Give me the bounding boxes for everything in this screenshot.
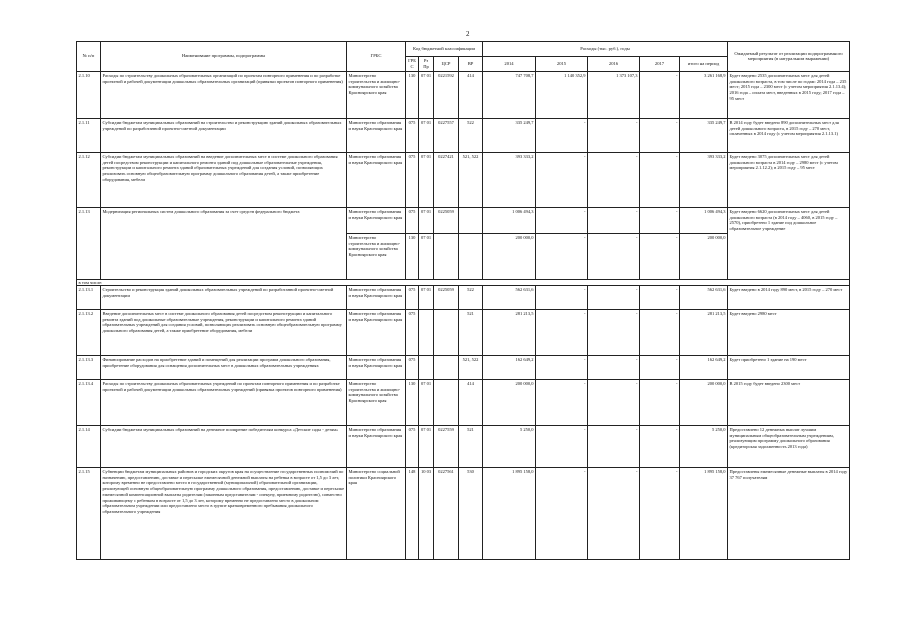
row-2017: - <box>640 118 680 152</box>
row-csr: 0227559 <box>434 425 459 467</box>
col-rzpr-header: Рз Пр <box>419 57 434 72</box>
row-rzpr: 07 01 <box>419 285 434 309</box>
row-2015: - <box>536 309 588 355</box>
row-code: 075 <box>406 309 419 355</box>
row-result: Будет введено в 2014 году 890 мест, в 2015 году – 270 мест <box>728 285 850 309</box>
row-2017: - <box>640 207 680 233</box>
row-grbs: Министерство образования и науки Красноярского края <box>347 207 406 233</box>
row-grbs: Министерство социальной политики Красноярского края <box>347 467 406 559</box>
row-total: 200 000,0 <box>680 233 728 279</box>
row-2016: - <box>588 152 640 207</box>
row-rzpr: 07 01 <box>419 379 434 425</box>
row-grbs: Министерство образования и науки Красноярского края <box>347 425 406 467</box>
row-total: 393 333,2 <box>680 152 728 207</box>
row-code: 075 <box>406 285 419 309</box>
row-2017: - <box>640 285 680 309</box>
row-name: Субсидии бюджетам муниципальных образований на введение дополнительных мест в системе дошкольного образования детей посредством реконструкции и капитального ремонта зданий под дошкольные образовательные учреждения, реконструкции и капитального ремонта зданий образовательных учреждений для создания условий, позволяющих реализовать основную общеобразовательную программу дошкольного образования детей, а также приобретение оборудования, мебели <box>101 152 347 207</box>
col-2015-header: 2015 <box>536 57 588 72</box>
row-result: Будет приобретено 1 здание на 190 мест <box>728 355 850 379</box>
table-row <box>77 467 850 559</box>
row-csr <box>434 379 459 425</box>
row-csr <box>434 233 459 279</box>
table-row <box>77 71 850 118</box>
row-total: 200 000,0 <box>680 379 728 425</box>
row-2016: - <box>588 233 640 279</box>
row-2016: - <box>588 309 640 355</box>
row-grbs: Министерство образования и науки Красноярского края <box>347 355 406 379</box>
row-vr: 521 <box>459 425 483 467</box>
table-row <box>77 379 850 425</box>
row-code: 130 <box>406 71 419 118</box>
row-2016: - <box>588 207 640 233</box>
row-2016: - <box>588 285 640 309</box>
row-rzpr: 07 01 <box>419 152 434 207</box>
row-total: 162 649,2 <box>680 355 728 379</box>
row-num: 2.1.13.3 <box>77 355 101 379</box>
row-total: 3 261 168,9 <box>680 71 728 118</box>
row-num: 2.1.13.4 <box>77 379 101 425</box>
row-2015: - <box>536 355 588 379</box>
row-name: Субсидии бюджетам муниципальных образований на денежное поощрение победителям конкурса «Детские сады - детям» <box>101 425 347 467</box>
row-num: 2.1.10 <box>77 71 101 118</box>
row-csr: 0227421 <box>434 152 459 207</box>
row-2016: - <box>588 425 640 467</box>
row-num: 2.1.13.1 <box>77 285 101 309</box>
row-2015: - <box>536 467 588 559</box>
row-code: 075 <box>406 425 419 467</box>
col-name-header: Наименование программы, подпрограммы <box>101 42 347 72</box>
row-2016: - <box>588 467 640 559</box>
row-result: Будет введено 2980 мест <box>728 309 850 355</box>
in-that-number-label: в том числе: <box>77 279 850 285</box>
col-total-header: итого на период <box>680 57 728 72</box>
row-num: 2.1.14 <box>77 425 101 467</box>
row-name: Субвенции бюджетам муниципальных районов и городских округов края на осуществление государственных полномочий по назначению, предоставлению, доставке и пересылке ежемесячной денежной выплаты на ребенка в возрасте от 1,5 до 3 лет, которому временно не предоставлено место в государственной (муниципальной) образовательной организации, реализующей основную общеобразовательную программу дошкольного образования, предоставлению, доставке и пересылке ежемесячной компенсационной выплаты родителям (законным представителям - опекуну, приемному родителю), совместно проживающему с ребенком в возрасте от 1,5 до 3 лет, которому временно не предоставлено место в дошкольном образовательном учреждении или предоставлено место в группе кратковременного пребывания дошкольного образовательного учреждения <box>101 467 347 559</box>
row-num: 2.1.13 <box>77 207 101 279</box>
row-code: 075 <box>406 152 419 207</box>
row-name: Строительство и реконструкция зданий дошкольных образовательных учреждений по разработанной проектно-сметной документации <box>101 285 347 309</box>
row-name: Субсидии бюджетам муниципальных образований на строительство и реконструкцию зданий дошкольных образовательных учреждений по разработанной проектно-сметной документации <box>101 118 347 152</box>
row-name: Расходы по строительству дошкольных образовательных организаций по проектам повторного применения и по разработке проектной и рабочей документации дошкольных образовательных организаций (привязки проектов повторного применения) <box>101 71 347 118</box>
row-2014: 5 250,0 <box>483 425 536 467</box>
table-row <box>77 152 850 207</box>
row-2016: - <box>588 118 640 152</box>
row-2014: 562 631,6 <box>483 285 536 309</box>
row-2014: 200 000,0 <box>483 379 536 425</box>
row-2015: - <box>536 118 588 152</box>
table-row <box>77 309 850 355</box>
row-2017: - <box>640 467 680 559</box>
row-grbs: Министерство образования и науки Красноярского края <box>347 152 406 207</box>
row-rzpr: 07 01 <box>419 233 434 279</box>
row-result: Будет введено 2535 дополнительных мест для детей дошкольного возраста, в том числе по годам: 2014 года – 235 мест; 2015 года – 2300 мест (с учетом мероприятия 2.1.13.4); 2016 года – оплата мест, введенных в 2015 году; 2017 года – 95 мест <box>728 71 850 118</box>
row-code: 075 <box>406 207 419 233</box>
col-grbs-header: ГРБС <box>347 42 406 72</box>
row-code: 075 <box>406 118 419 152</box>
row-2015: - <box>536 207 588 233</box>
row-code: 130 <box>406 233 419 279</box>
row-rzpr: 07 01 <box>419 207 434 233</box>
table-row <box>77 285 850 309</box>
row-name: Модернизация региональных систем дошкольного образования за счет средств федерального бюджета <box>101 207 347 279</box>
row-vr: 522 <box>459 118 483 152</box>
row-grbs: Министерство образования и науки Красноярского края <box>347 309 406 355</box>
row-result: В 2015 году будет введено 2300 мест <box>728 379 850 425</box>
row-2017: - <box>640 233 680 279</box>
row-csr: 0227557 <box>434 118 459 152</box>
row-total: 1 895 158,0 <box>680 467 728 559</box>
row-vr: 521, 522 <box>459 355 483 379</box>
col-csr-header: ЦСР <box>434 57 459 72</box>
row-2014: 200 000,0 <box>483 233 536 279</box>
row-2014: 1 006 494,3 <box>483 207 536 233</box>
row-name: Введение дополнительных мест в системе дошкольного образования детей посредством реконструкции и капитального ремонта зданий под дошкольные образовательные учреждения, реконструкции и капитального ремонта зданий образовательных учреждений для создания условий, позволяющих реализовать основную общеобразовательную программу дошкольного образования детей, а также приобретение оборудования, мебели <box>101 309 347 355</box>
row-num: 2.1.12 <box>77 152 101 207</box>
row-result: Будет введено 6620 дополнительных мест для детей дошкольного возраста (в 2014 году – 4060, в 2015 году – 2570), приобретено 1 здание под дошкольное образовательное учреждение <box>728 207 850 279</box>
row-vr: 414 <box>459 379 483 425</box>
row-2016: - <box>588 355 640 379</box>
row-2017: - <box>640 425 680 467</box>
row-vr <box>459 233 483 279</box>
row-2017: - <box>640 379 680 425</box>
row-2014: 281 213,5 <box>483 309 536 355</box>
table-row <box>77 207 850 233</box>
row-total: 281 213,5 <box>680 309 728 355</box>
page-number: 2 <box>466 30 470 38</box>
row-csr <box>434 309 459 355</box>
row-2014: 1 895 158,0 <box>483 467 536 559</box>
row-2015: 1 140 352,9 <box>536 71 588 118</box>
row-csr: 0227561 <box>434 467 459 559</box>
row-2017: - <box>640 355 680 379</box>
row-csr: 0225059 <box>434 207 459 233</box>
row-2016: - <box>588 379 640 425</box>
row-vr: 530 <box>459 467 483 559</box>
row-vr: 521, 522 <box>459 152 483 207</box>
row-csr: 0225059 <box>434 285 459 309</box>
row-grbs: Министерство строительства и жилищно-коммунального хозяйства Красноярского края <box>347 379 406 425</box>
row-num: 2.1.15 <box>77 467 101 559</box>
program-table <box>76 41 850 560</box>
row-total: 562 631,6 <box>680 285 728 309</box>
row-2015: - <box>536 425 588 467</box>
row-rzpr: 07 01 <box>419 71 434 118</box>
col-2016-header: 2016 <box>588 57 640 72</box>
row-total: 5 250,0 <box>680 425 728 467</box>
row-result: Предоставлены ежемесячные денежные выплаты в 2014 году 37 767 получателям <box>728 467 850 559</box>
row-vr: 521 <box>459 309 483 355</box>
row-rzpr: 10 03 <box>419 467 434 559</box>
col-grbs-code-header: ГРБС <box>406 57 419 72</box>
row-result: Предоставлено 12 денежных выплат лучшим муниципальным общеобразовательным учреждениям, реализующим программу дошкольного образования (кредиторская задолженность 2013 года) <box>728 425 850 467</box>
row-2014: 335 249,7 <box>483 118 536 152</box>
row-2015: - <box>536 152 588 207</box>
row-grbs: Министерство строительства и жилищно-коммунального хозяйства Красноярского края <box>347 71 406 118</box>
row-2015: - <box>536 285 588 309</box>
row-vr: 414 <box>459 71 483 118</box>
row-code: 148 <box>406 467 419 559</box>
row-num: 2.1.13.2 <box>77 309 101 355</box>
row-code: 130 <box>406 379 419 425</box>
col-vr-header: ВР <box>459 57 483 72</box>
col-2014-header: 2014 <box>483 57 536 72</box>
row-rzpr: 07 01 <box>419 118 434 152</box>
row-result: Будет введено 3075 дополнительных мест для детей дошкольного возраста в 2014 году – 2980 мест (с учетом мероприятия 2.1.12.2); в 2015 году – 95 мест <box>728 152 850 207</box>
col-num-header: № п/п <box>77 42 101 72</box>
row-csr: 0221592 <box>434 71 459 118</box>
row-2017: - <box>640 152 680 207</box>
row-grbs: Министерство образования и науки Красноярского края <box>347 118 406 152</box>
row-total: 1 006 494,3 <box>680 207 728 233</box>
table-row <box>77 355 850 379</box>
row-result: В 2014 году будет введено 890 дополнительных мест для детей дошкольного возраста, в 2015 году – 270 мест, оплаченных в 2014 году (с учетом мероприятия 2.1.13.1) <box>728 118 850 152</box>
row-total: 335 249,7 <box>680 118 728 152</box>
row-2015: - <box>536 379 588 425</box>
row-2017: - <box>640 71 680 118</box>
row-2015: - <box>536 233 588 279</box>
row-code: 075 <box>406 355 419 379</box>
col-2017-header: 2017 <box>640 57 680 72</box>
row-rzpr <box>419 355 434 379</box>
row-name: Финансирование расходов на приобретение зданий и помещений для реализации программ дошкольного образования, приобретение оборудования для оснащения дополнительных мест в дошкольных образовательных учреждениях <box>101 355 347 379</box>
row-grbs: Министерство образования и науки Красноярского края <box>347 285 406 309</box>
row-name: Расходы по строительству дошкольных образовательных учреждений по проектам повторного применения и по разработке проектной и рабочей документации дошкольных образовательных учреждений (привязка проектов повторного применения) <box>101 379 347 425</box>
expense-group-header: Расходы (тыс. руб.), годы <box>483 42 728 57</box>
row-vr <box>459 207 483 233</box>
col-result-header: Ожидаемый результат от реализации подпрограммного мероприятия (в натуральном выражении) <box>728 42 850 72</box>
row-csr <box>434 355 459 379</box>
table-row <box>77 425 850 467</box>
row-rzpr: 07 01 <box>419 425 434 467</box>
row-2014: 162 649,2 <box>483 355 536 379</box>
table-row <box>77 118 850 152</box>
row-2014: 747 708,7 <box>483 71 536 118</box>
code-group-header: Код бюджетной классификации <box>406 42 483 57</box>
row-2017: - <box>640 309 680 355</box>
row-2016: 1 373 107,3 <box>588 71 640 118</box>
row-num: 2.1.11 <box>77 118 101 152</box>
row-vr: 522 <box>459 285 483 309</box>
row-2014: 393 333,2 <box>483 152 536 207</box>
row-grbs: Министерство строительства и жилищно-коммунального хозяйства Красноярского края <box>347 233 406 279</box>
row-rzpr <box>419 309 434 355</box>
